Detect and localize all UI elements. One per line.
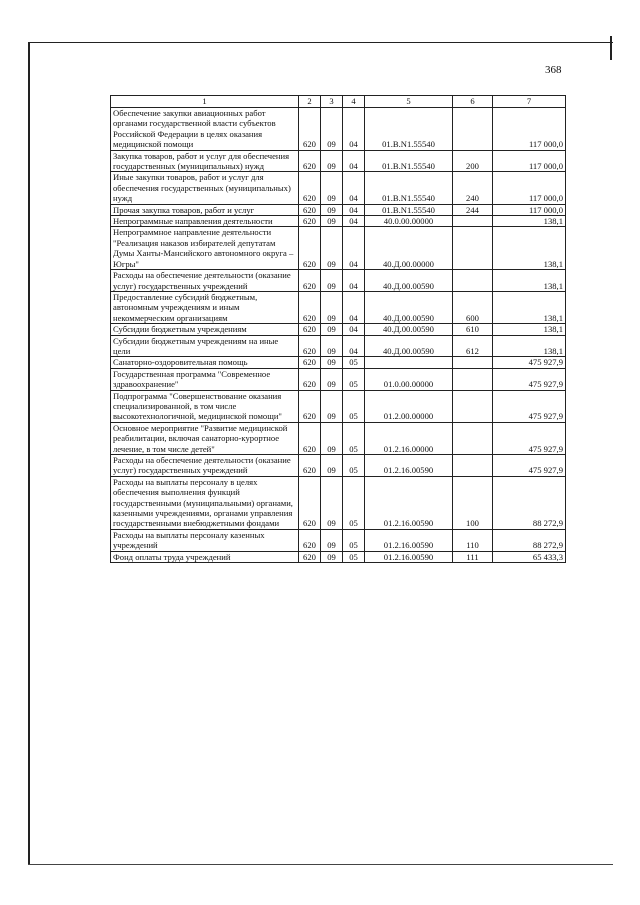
expense-type-cell — [453, 455, 493, 477]
subsection-code-cell: 04 — [343, 227, 365, 270]
expense-type-cell: 244 — [453, 204, 493, 215]
table-row — [111, 551, 566, 562]
amount-cell: 88 272,9 — [493, 529, 566, 551]
expense-name-cell: Санаторно-оздоровительная помощь — [111, 357, 299, 368]
target-article-cell: 01.В.N1.55540 — [365, 204, 453, 215]
expense-type-cell — [453, 368, 493, 390]
target-article-cell: 01.2.16.00590 — [365, 529, 453, 551]
ministry-code-cell: 620 — [299, 368, 321, 390]
target-article-cell: 01.2.16.00590 — [365, 551, 453, 562]
target-article-cell: 40.Д.00.00590 — [365, 335, 453, 357]
scan-border-bottom — [28, 864, 613, 865]
section-code-cell: 09 — [321, 335, 343, 357]
table-row — [111, 227, 566, 270]
section-code-cell: 09 — [321, 368, 343, 390]
expense-name-cell: Непрограммные направления деятельности — [111, 216, 299, 227]
table-row — [111, 108, 566, 151]
amount-cell: 138,1 — [493, 324, 566, 335]
subsection-code-cell: 05 — [343, 529, 365, 551]
expense-type-cell — [453, 216, 493, 227]
ministry-code-cell: 620 — [299, 476, 321, 529]
expense-name-cell: Субсидии бюджетным учреждениям — [111, 324, 299, 335]
amount-cell: 88 272,9 — [493, 476, 566, 529]
amount-cell: 117 000,0 — [493, 172, 566, 204]
table-row — [111, 357, 566, 368]
expense-name-cell: Непрограммное направление деятельности "Реализация наказов избирателей депутатам Думы Ханты-Мансийского автономного округа – Югры" — [111, 227, 299, 270]
amount-cell: 475 927,9 — [493, 422, 566, 454]
section-code-cell: 09 — [321, 108, 343, 151]
expense-type-cell: 240 — [453, 172, 493, 204]
scan-border-top — [28, 42, 613, 43]
amount-cell: 475 927,9 — [493, 390, 566, 422]
amount-cell: 138,1 — [493, 270, 566, 292]
ministry-code-cell: 620 — [299, 172, 321, 204]
target-article-cell: 40.Д.00.00590 — [365, 324, 453, 335]
section-code-cell: 09 — [321, 422, 343, 454]
table-row — [111, 529, 566, 551]
target-article-cell: 01.0.00.00000 — [365, 368, 453, 390]
ministry-code-cell: 620 — [299, 455, 321, 477]
scan-border-left — [28, 42, 30, 864]
table-row — [111, 204, 566, 215]
expense-name-cell: Расходы на выплаты персоналу казенных учреждений — [111, 529, 299, 551]
section-code-cell: 09 — [321, 227, 343, 270]
section-code-cell: 09 — [321, 529, 343, 551]
expense-type-cell: 100 — [453, 476, 493, 529]
table-row — [111, 150, 566, 172]
subsection-code-cell: 04 — [343, 216, 365, 227]
ministry-code-cell: 620 — [299, 108, 321, 151]
subsection-code-cell: 04 — [343, 291, 365, 323]
section-code-cell: 09 — [321, 324, 343, 335]
expense-type-cell: 600 — [453, 291, 493, 323]
table-row — [111, 390, 566, 422]
section-code-cell: 09 — [321, 476, 343, 529]
ministry-code-cell: 620 — [299, 324, 321, 335]
ministry-code-cell: 620 — [299, 335, 321, 357]
amount-cell: 475 927,9 — [493, 455, 566, 477]
section-code-cell: 09 — [321, 270, 343, 292]
expense-name-cell: Предоставление субсидий бюджетным, автономным учреждениям и иным некоммерческим организациям — [111, 291, 299, 323]
section-code-cell: 09 — [321, 204, 343, 215]
target-article-cell — [365, 357, 453, 368]
scan-border-right — [610, 36, 612, 60]
amount-cell: 475 927,9 — [493, 368, 566, 390]
subsection-code-cell: 04 — [343, 150, 365, 172]
table-row — [111, 422, 566, 454]
subsection-code-cell: 05 — [343, 357, 365, 368]
target-article-cell: 01.2.00.00000 — [365, 390, 453, 422]
amount-cell: 138,1 — [493, 216, 566, 227]
target-article-cell: 01.2.16.00000 — [365, 422, 453, 454]
ministry-code-cell: 620 — [299, 551, 321, 562]
expense-type-cell — [453, 390, 493, 422]
expense-name-cell: Обеспечение закупки авиационных работ органами государственной власти субъектов Российской Федерации в целях оказания медицинской помощи — [111, 108, 299, 151]
column-header: 5 — [365, 96, 453, 108]
subsection-code-cell: 05 — [343, 551, 365, 562]
subsection-code-cell: 04 — [343, 172, 365, 204]
subsection-code-cell: 05 — [343, 455, 365, 477]
target-article-cell: 01.В.N1.55540 — [365, 172, 453, 204]
expense-name-cell: Подпрограмма "Совершенствование оказания специализированной, в том числе высокотехнологичной, медицинской помощи" — [111, 390, 299, 422]
target-article-cell: 01.2.16.00590 — [365, 455, 453, 477]
expense-type-cell: 612 — [453, 335, 493, 357]
amount-cell: 138,1 — [493, 335, 566, 357]
target-article-cell: 01.В.N1.55540 — [365, 108, 453, 151]
expense-name-cell: Расходы на обеспечение деятельности (оказание услуг) государственных учреждений — [111, 270, 299, 292]
expense-type-cell — [453, 270, 493, 292]
table-row — [111, 335, 566, 357]
table-row — [111, 172, 566, 204]
table-row — [111, 324, 566, 335]
amount-cell: 475 927,9 — [493, 357, 566, 368]
subsection-code-cell: 04 — [343, 204, 365, 215]
table-row — [111, 291, 566, 323]
table-header-row — [111, 96, 566, 108]
budget-table — [110, 95, 566, 563]
ministry-code-cell: 620 — [299, 270, 321, 292]
amount-cell: 138,1 — [493, 227, 566, 270]
expense-type-cell: 200 — [453, 150, 493, 172]
subsection-code-cell: 04 — [343, 108, 365, 151]
ministry-code-cell: 620 — [299, 529, 321, 551]
table-row — [111, 216, 566, 227]
expense-name-cell: Основное мероприятие "Развитие медицинской реабилитации, включая санаторно-курортное лечение, в том числе детей" — [111, 422, 299, 454]
expense-type-cell: 610 — [453, 324, 493, 335]
column-header: 6 — [453, 96, 493, 108]
expense-type-cell — [453, 357, 493, 368]
budget-table-body — [111, 96, 566, 563]
section-code-cell: 09 — [321, 455, 343, 477]
expense-type-cell — [453, 227, 493, 270]
amount-cell: 65 433,3 — [493, 551, 566, 562]
expense-name-cell: Расходы на обеспечение деятельности (оказание услуг) государственных учреждений — [111, 455, 299, 477]
amount-cell: 117 000,0 — [493, 150, 566, 172]
expense-name-cell: Государственная программа "Современное здравоохранение" — [111, 368, 299, 390]
expense-name-cell: Фонд оплаты труда учреждений — [111, 551, 299, 562]
expense-name-cell: Субсидии бюджетным учреждениям на иные цели — [111, 335, 299, 357]
table-row — [111, 476, 566, 529]
ministry-code-cell: 620 — [299, 150, 321, 172]
table-row — [111, 270, 566, 292]
subsection-code-cell: 04 — [343, 324, 365, 335]
section-code-cell: 09 — [321, 150, 343, 172]
column-header: 1 — [111, 96, 299, 108]
expense-type-cell: 110 — [453, 529, 493, 551]
page-number: 368 — [545, 64, 562, 76]
table-row — [111, 455, 566, 477]
subsection-code-cell: 04 — [343, 270, 365, 292]
section-code-cell: 09 — [321, 172, 343, 204]
expense-type-cell: 111 — [453, 551, 493, 562]
section-code-cell: 09 — [321, 357, 343, 368]
expense-name-cell: Иные закупки товаров, работ и услуг для обеспечения государственных (муниципальных) нужд — [111, 172, 299, 204]
ministry-code-cell: 620 — [299, 291, 321, 323]
ministry-code-cell: 620 — [299, 357, 321, 368]
ministry-code-cell: 620 — [299, 204, 321, 215]
target-article-cell: 40.Д.00.00590 — [365, 291, 453, 323]
target-article-cell: 40.0.00.00000 — [365, 216, 453, 227]
subsection-code-cell: 05 — [343, 368, 365, 390]
section-code-cell: 09 — [321, 216, 343, 227]
section-code-cell: 09 — [321, 291, 343, 323]
target-article-cell: 01.2.16.00590 — [365, 476, 453, 529]
ministry-code-cell: 620 — [299, 390, 321, 422]
expense-name-cell: Закупка товаров, работ и услуг для обеспечения государственных (муниципальных) нужд — [111, 150, 299, 172]
ministry-code-cell: 620 — [299, 422, 321, 454]
expense-name-cell: Прочая закупка товаров, работ и услуг — [111, 204, 299, 215]
amount-cell: 138,1 — [493, 291, 566, 323]
target-article-cell: 40.Д.00.00000 — [365, 227, 453, 270]
table-row — [111, 368, 566, 390]
section-code-cell: 09 — [321, 551, 343, 562]
amount-cell: 117 000,0 — [493, 108, 566, 151]
expense-name-cell: Расходы на выплаты персоналу в целях обеспечения выполнения функций государственными (муниципальными) органами, казенными учреждениями, органами управления государственными внебюджетными фондами — [111, 476, 299, 529]
column-header: 2 — [299, 96, 321, 108]
target-article-cell: 40.Д.00.00590 — [365, 270, 453, 292]
subsection-code-cell: 05 — [343, 476, 365, 529]
subsection-code-cell: 05 — [343, 422, 365, 454]
target-article-cell: 01.В.N1.55540 — [365, 150, 453, 172]
column-header: 3 — [321, 96, 343, 108]
column-header: 4 — [343, 96, 365, 108]
section-code-cell: 09 — [321, 390, 343, 422]
ministry-code-cell: 620 — [299, 216, 321, 227]
amount-cell: 117 000,0 — [493, 204, 566, 215]
ministry-code-cell: 620 — [299, 227, 321, 270]
column-header: 7 — [493, 96, 566, 108]
subsection-code-cell: 05 — [343, 390, 365, 422]
expense-type-cell — [453, 108, 493, 151]
subsection-code-cell: 04 — [343, 335, 365, 357]
expense-type-cell — [453, 422, 493, 454]
